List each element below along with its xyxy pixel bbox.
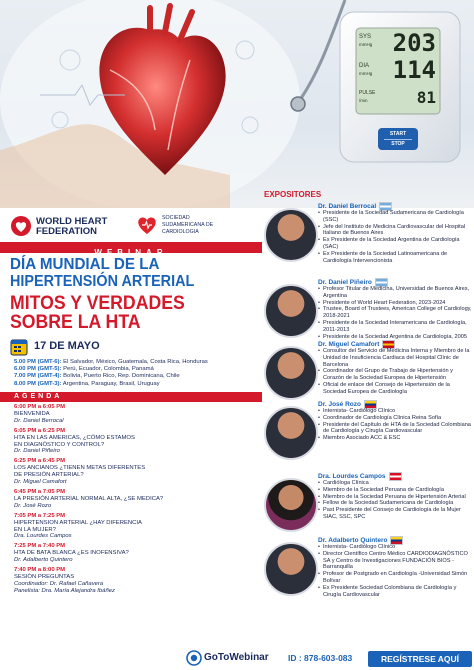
- event-subtitle-line2: SOBRE LA HTA: [10, 312, 141, 333]
- event-date: [10, 338, 210, 356]
- speaker-credentials: [318, 286, 472, 340]
- agenda-speaker: Dr. Adalberto Quintero: [14, 557, 73, 564]
- credential-item: • Presidente de la Sociedad Interamericana de Cardiología, 2011-2013: [318, 320, 472, 334]
- gotowebinar-brand: GoToWebinar: [204, 652, 269, 663]
- agenda-time: 7:25 PM a 7:40 PM: [14, 543, 66, 550]
- agenda-speaker: Dra. Lourdes Campos: [14, 533, 72, 540]
- speaker-photo: [264, 478, 318, 532]
- agenda-item: [14, 404, 258, 425]
- credential-item: • Miembro Asociado ACC & ESC: [318, 435, 472, 442]
- whf-name-line1: WORLD HEART: [36, 216, 108, 227]
- tz-places: Argentina, Paraguay, Brasil, Uruguay: [62, 380, 160, 387]
- speaker-credentials: [318, 408, 472, 442]
- speaker-credentials: [318, 210, 472, 264]
- ssc-logo: [136, 212, 256, 240]
- webinar-label: WEBINAR: [94, 248, 168, 257]
- ssc-line2: SUDAMERICANA DE: [162, 222, 214, 228]
- dia-value: 114: [392, 56, 436, 84]
- pulse-label: PULSE: [359, 90, 376, 96]
- start-stop-button: [378, 128, 418, 150]
- speaker-credentials: [318, 544, 472, 598]
- speaker-photo: [264, 284, 318, 338]
- gotowebinar-icon: [186, 650, 202, 666]
- credential-item: • Presidente of World Heart Federation, 2023-2024: [318, 300, 472, 307]
- credential-item: • Coordinador de Cardiología Clínica Reina Sofía: [318, 415, 472, 422]
- speaker-name: Dr. José Rozo: [318, 401, 361, 409]
- agenda-heading: AGENDA: [14, 393, 63, 400]
- credential-item: • Trustee, Board of Trustees, American College of Cardiology, 2018-2021: [318, 306, 472, 320]
- credential-item: • Profesor de Postgrado en Cardiología -Universidad Simón Bolívar: [318, 571, 472, 585]
- credential-item: • Director Científico Centro Médico CARDIODIAGNÓSTICO SA y Centro de Investigaciones FUNDACIÓN BIOS - Barranquilla: [318, 551, 472, 571]
- credential-item: • Ex Presidente de la Sociedad Latinoamericana de Cardiología Intervencionista: [318, 251, 472, 265]
- footer-bar: [204, 650, 474, 670]
- event-info-column: [0, 208, 262, 670]
- agenda-speaker: Dr. Miguel Camafort: [14, 479, 67, 486]
- credential-item: • Internista- Cardiólogo Clínico: [318, 408, 472, 415]
- speaker-photo: [264, 346, 318, 400]
- agenda-speaker: Dr. Daniel Piñeiro: [14, 448, 60, 455]
- agenda-item: [14, 567, 258, 595]
- agenda-topic: EN LA MUJER?: [14, 526, 56, 533]
- ssc-line1: SOCIEDAD: [162, 215, 190, 221]
- webinar-banner: [0, 242, 262, 257]
- speaker-name: Dr. Adalberto Quintero: [318, 537, 388, 545]
- tz-places: Bolivia, Puerto Rico, Rep. Dominicana, Chile: [63, 373, 180, 380]
- credential-item: • Ex Presidente de la Sociedad Argentina de Cardiología (SAC): [318, 237, 472, 251]
- time-zone-row: [14, 366, 260, 373]
- time-zones: [14, 359, 260, 388]
- credential-item: • Presidente de la Sociedad Argentina de Cardiología, 2005: [318, 334, 472, 341]
- start-label: START: [389, 131, 407, 137]
- agenda-speaker: Dr. Daniel Berrocal: [14, 417, 64, 424]
- sys-unit: mmHg: [359, 42, 373, 47]
- agenda-time: 6:45 PM a 7:05 PM: [14, 488, 66, 495]
- agenda-list: [14, 404, 258, 595]
- credential-item: • Past Presidente del Consejo de Cardiología de la Mujer SIAC, SSC, SPC: [318, 507, 472, 521]
- agenda-speaker: Panelista: Dra. María Alejandra Ibáñez: [14, 587, 115, 594]
- agenda-item: [14, 458, 258, 486]
- credential-item: • Presidente del Capítulo de HTA de la Sociedad Colombiana de Cardiología y Cirugía Cardiovascular: [318, 422, 472, 436]
- agenda-speaker: Dr. José Rozo: [14, 502, 52, 509]
- speaker-name: Dra. Lourdes Campos: [318, 473, 386, 481]
- credential-item: • Miembro de la Sociedad Peruana de Hipertensión Arterial: [318, 494, 472, 501]
- speaker-photo: [264, 542, 318, 596]
- credential-item: • Cardióloga Clínica: [318, 480, 472, 487]
- date-text: 17 DE MAYO: [34, 340, 100, 352]
- credential-item: • Jefe del Instituto de Medicina Cardiovascular del Hospital Italiano de Buenos Aires: [318, 224, 472, 238]
- agenda-speaker: Coordinador: Dr. Rafael Cañavera: [14, 580, 104, 587]
- credential-item: • Coordinador del Grupo de Trabajo de Hipertensión y Corazón de la Sociedad Europea de Hipertensión: [318, 368, 472, 382]
- agenda-item: [14, 543, 258, 564]
- credential-item: • Fellow de la Sociedad Sudamericana de Cardiología: [318, 500, 472, 507]
- speaker-name: Dr. Daniel Berrocal: [318, 203, 377, 211]
- agenda-item: [14, 489, 258, 510]
- tz-places: El Salvador, México, Guatemala, Costa Rica, Honduras: [63, 359, 208, 365]
- speakers-column: [262, 186, 474, 670]
- webinar-id: ID : 878-603-083: [288, 653, 353, 663]
- ssc-line3: CARDIOLOGIA: [162, 229, 199, 235]
- hero-banner: [0, 0, 474, 211]
- dia-unit: mmHg: [359, 71, 373, 76]
- speaker-photo: [264, 208, 318, 262]
- agenda-topic: BIENVENIDA: [14, 410, 50, 417]
- credential-item: • Profesor Titular de Medicina, Universidad de Buenos Aires, Argentina: [318, 286, 472, 300]
- credential-item: • Ex Presidente Sociedad Colombiana de Cardiología y Cirugía Cardiovascular: [318, 585, 472, 599]
- agenda-topic: HTA EN LAS AMERICAS, ¿CÓMO ESTAMOS: [14, 434, 135, 441]
- bp-monitor: [356, 28, 440, 114]
- agenda-topic: LA PRESIÓN ARTERIAL NORMAL ALTA, ¿SE MEDICA?: [14, 495, 164, 502]
- pulse-unit: /min: [359, 98, 368, 103]
- agenda-item: [14, 428, 258, 456]
- pulse-value: 81: [416, 88, 436, 107]
- tz-places: Perú, Ecuador, Colombia, Panamá: [63, 366, 154, 373]
- speaker-credentials: [318, 348, 472, 396]
- whf-name-line2: FEDERATION: [36, 226, 98, 237]
- speakers-heading: EXPOSITORES: [264, 190, 322, 199]
- speaker-name: Dr. Daniel Piñeiro: [318, 279, 372, 287]
- speaker-credentials: [318, 480, 472, 521]
- agenda-topic: HIPERTENSION ARTERIAL ¿HAY DIFERENCIA: [14, 519, 142, 526]
- agenda-time: 7:05 PM a 7:25 PM: [14, 512, 66, 519]
- event-title-line1: DÍA MUNDIAL DE LA: [10, 256, 160, 273]
- agenda-time: 7:40 PM a 8:00 PM: [14, 567, 66, 574]
- agenda-time: 6:05 PM a 6:25 PM: [14, 427, 66, 434]
- agenda-item: [14, 513, 258, 541]
- agenda-topic: LOS ANCIANOS ¿TIENEN METAS DIFERENTES: [14, 465, 146, 472]
- tz-time: 6.00 PM (GMT-5):: [14, 366, 62, 373]
- sys-value: 203: [392, 29, 436, 57]
- time-zone-row: [14, 381, 260, 388]
- agenda-header: [0, 392, 262, 402]
- tz-time: 5.00 PM (GMT-6):: [14, 359, 62, 365]
- ssc-heart-icon: [136, 214, 158, 236]
- credential-item: • Internista- Cardiólogo Clínico: [318, 544, 472, 551]
- stop-label: STOP: [384, 139, 412, 148]
- dia-label: DIA: [359, 63, 370, 69]
- time-zone-row: [14, 373, 260, 380]
- credential-item: • Miembro de la Sociedad Peruana de Cardiología: [318, 487, 472, 494]
- agenda-time: 6:25 PM a 6:45 PM: [14, 458, 66, 465]
- register-button[interactable]: REGÍSTRESE AQUÍ: [368, 651, 472, 667]
- credential-item: • Oficial de enlace del Consejo de Hipertensión de la Sociedad Europea de Cardiología: [318, 382, 472, 396]
- credential-item: • Presidente de la Sociedad Sudamericana de Cardiología (SSC): [318, 210, 472, 224]
- event-title-line2: HIPERTENSIÓN ARTERIAL: [10, 273, 195, 290]
- whf-heart-icon: [10, 215, 32, 237]
- agenda-topic: HTA DE BATA BLANCA ¿ES INOFENSIVA?: [14, 550, 129, 557]
- credential-item: • Consultor del Servicio de Medicina Interna y Miembro de la Unidad de Insuficiencia Cardiaca del Hospital Clínic de Barcelona: [318, 348, 472, 368]
- sys-label: SYS: [359, 34, 372, 40]
- tz-time: 7.00 PM (GMT-4):: [14, 373, 62, 380]
- speaker-name: Dr. Miguel Camafort: [318, 341, 380, 349]
- agenda-topic: DE PRESIÓN ARTERIAL?: [14, 472, 84, 479]
- agenda-time: 6:00 PM a 6:05 PM: [14, 404, 66, 410]
- event-subtitle-line1: MITOS Y VERDADES: [10, 293, 185, 314]
- agenda-topic: EN DIAGNÓSTICO Y CONTROL?: [14, 441, 105, 448]
- calendar-icon: [10, 338, 28, 356]
- agenda-topic: SESIÓN PREGUNTAS: [14, 573, 75, 580]
- time-zone-row: [14, 359, 260, 366]
- speaker-photo: [264, 406, 318, 460]
- tz-time: 8.00 PM (GMT-3):: [14, 380, 62, 387]
